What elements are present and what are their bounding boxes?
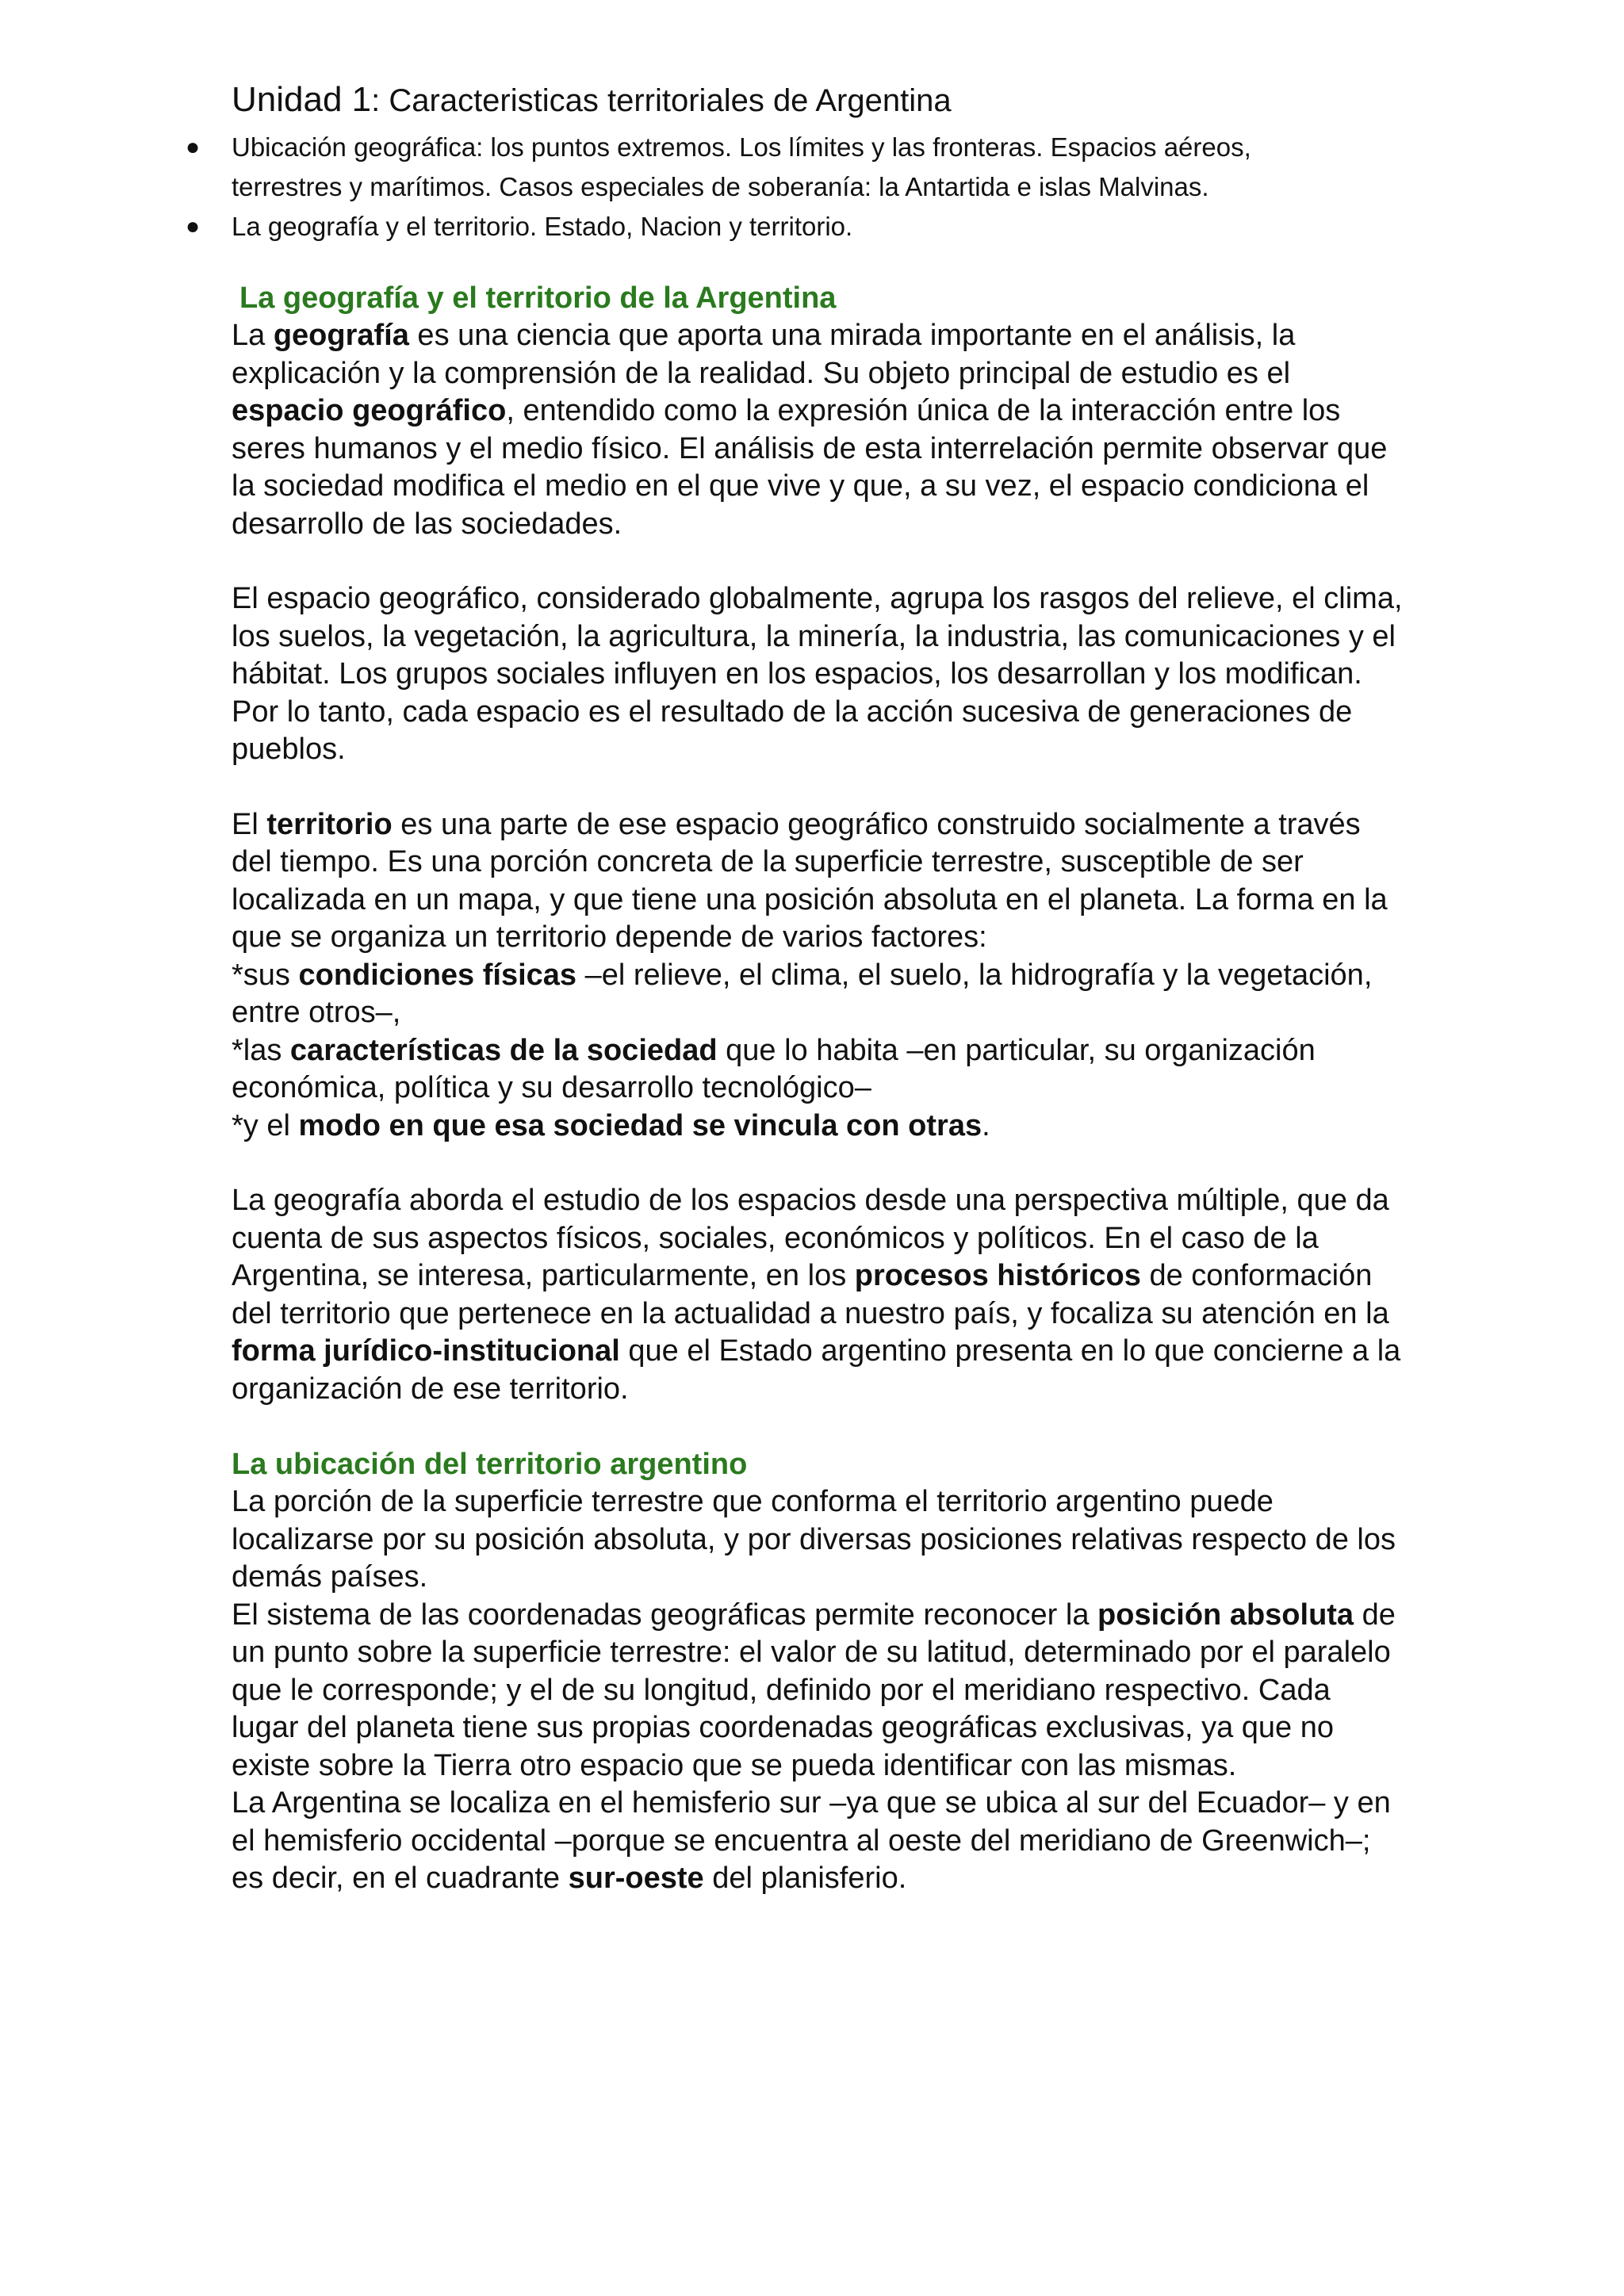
- text-run: de un punto sobre la superficie terrestre: el valor de su latitud, determinado por el paralelo que le corresponde; y el de su longitud, definido por el meridiano respectivo. Cada lugar del planeta tiene sus propias coordenadas geográficas exclusivas, ya que no existe sobre la Tierra otro espacio que se pueda identificar con las mismas.: [232, 1598, 1396, 1782]
- bullet-icon: ●: [186, 213, 201, 239]
- topic-line: Ubicación geográfica: los puntos extremos. Los límites y las fronteras. Espacios aéreos,: [232, 132, 1251, 162]
- text-run: que el Estado argentino presenta en lo que concierne a la organización de ese territorio.: [232, 1334, 1401, 1406]
- main-content: [232, 279, 1405, 1898]
- bullet-icon: ●: [186, 134, 201, 160]
- spacer: [232, 1408, 1405, 1445]
- bold-term: condiciones físicas: [298, 958, 577, 992]
- text-run: *sus: [232, 958, 299, 992]
- paragraph: [232, 806, 1405, 957]
- text-run: La geografía aborda el estudio de los espacios desde una perspectiva múltiple, que da cuenta de sus aspectos físicos, sociales, económicos y políticos. En el caso de la Argentina, se interesa, particularmente, en los: [232, 1184, 1389, 1292]
- factor-item: [232, 1032, 1405, 1108]
- topic-line: La geografía y el territorio. Estado, Nacion y territorio.: [232, 212, 853, 241]
- text-run: que lo habita –en particular, su organización económica, política y su desarrollo tecnológico–: [232, 1033, 1316, 1104]
- spacer: [232, 769, 1405, 806]
- text-run: es una parte de ese espacio geográfico construido socialmente a través del tiempo. Es una porción concreta de la superficie terrestre, susceptible de ser localizada en un mapa, y que tiene una posición absoluta en el planeta. La forma en la que se organiza un territorio depende de varios factores:: [232, 807, 1388, 954]
- bold-term: sur-oeste: [568, 1862, 704, 1895]
- text-run: de conformación del territorio que pertenece en la actualidad a nuestro país, y focaliza su atención en la: [232, 1259, 1389, 1330]
- paragraph: La porción de la superficie terrestre que conforma el territorio argentino puede localizarse por su posición absoluta, y por diversas posiciones relativas respecto de los demás países.: [232, 1485, 1396, 1594]
- text-run: *las: [232, 1033, 290, 1067]
- text-run: La: [232, 319, 274, 352]
- spacer: [232, 1145, 1405, 1182]
- text-run: es una ciencia que aporta una mirada importante en el análisis, la explicación y la comprensión de la realidad. Su objeto principal de estudio es el: [232, 319, 1296, 390]
- paragraph: [232, 1597, 1405, 1785]
- bold-term: posición absoluta: [1097, 1598, 1354, 1632]
- paragraph: [232, 317, 1405, 543]
- bold-term: espacio geográfico: [232, 394, 507, 427]
- text-run: El sistema de las coordenadas geográficas permite reconocer la: [232, 1598, 1098, 1632]
- unit-header: [186, 76, 1437, 247]
- factor-item: [232, 957, 1405, 1032]
- section-heading: La ubicación del territorio argentino: [232, 1448, 748, 1481]
- bold-term: modo en que esa sociedad se vincula con otras: [298, 1108, 982, 1142]
- text-run: .: [982, 1108, 990, 1142]
- spacer: [232, 543, 1405, 580]
- bold-term: geografía: [273, 319, 409, 352]
- paragraph: [232, 1182, 1405, 1408]
- topic-list: [186, 128, 1437, 247]
- text-run: –el relieve, el clima, el suelo, la hidrografía y la vegetación, entre otros–,: [232, 958, 1373, 1029]
- section-heading: La geografía y el territorio de la Argentina: [239, 281, 837, 315]
- text-run: del planisferio.: [703, 1862, 907, 1895]
- text-run: , entendido como la expresión única de la interacción entre los seres humanos y el medio físico. El análisis de esta interrelación permite observar que la sociedad modifica el medio en el que vive y que, a su vez, el espacio condiciona el desarrollo de las sociedades.: [232, 394, 1388, 541]
- unit-label: Unidad 1: [232, 80, 372, 119]
- paragraph: El espacio geográfico, considerado globalmente, agrupa los rasgos del relieve, el clima, los suelos, la vegetación, la agricultura, la minería, la industria, las comunicaciones y el hábitat. Los grupos sociales influyen en los espacios, los desarrollan y los modifican. Por lo tanto, cada espacio es el resultado de la acción sucesiva de generaciones de pueblos.: [232, 582, 1403, 766]
- unit-title: [232, 76, 1437, 124]
- list-item: [186, 207, 1437, 247]
- paragraph: [232, 1785, 1405, 1898]
- list-item: [186, 128, 1437, 207]
- factor-item: [232, 1108, 1405, 1146]
- bold-term: forma jurídico-institucional: [232, 1334, 620, 1368]
- text-run: La Argentina se localiza en el hemisferio sur –ya que se ubica al sur del Ecuador– y en el hemisferio occidental –porque se encuentra al oeste del meridiano de Greenwich–; es decir, en el cuadrante: [232, 1786, 1391, 1895]
- text-run: *y el: [232, 1108, 299, 1142]
- topic-line: terrestres y marítimos. Casos especiales de soberanía: la Antartida e islas Malvinas.: [232, 172, 1209, 201]
- bold-term: características de la sociedad: [289, 1033, 718, 1067]
- bold-term: procesos históricos: [854, 1259, 1141, 1292]
- unit-subtitle: : Caracteristicas territoriales de Argentina: [371, 83, 952, 118]
- bold-term: territorio: [266, 807, 393, 841]
- text-run: El: [232, 807, 267, 841]
